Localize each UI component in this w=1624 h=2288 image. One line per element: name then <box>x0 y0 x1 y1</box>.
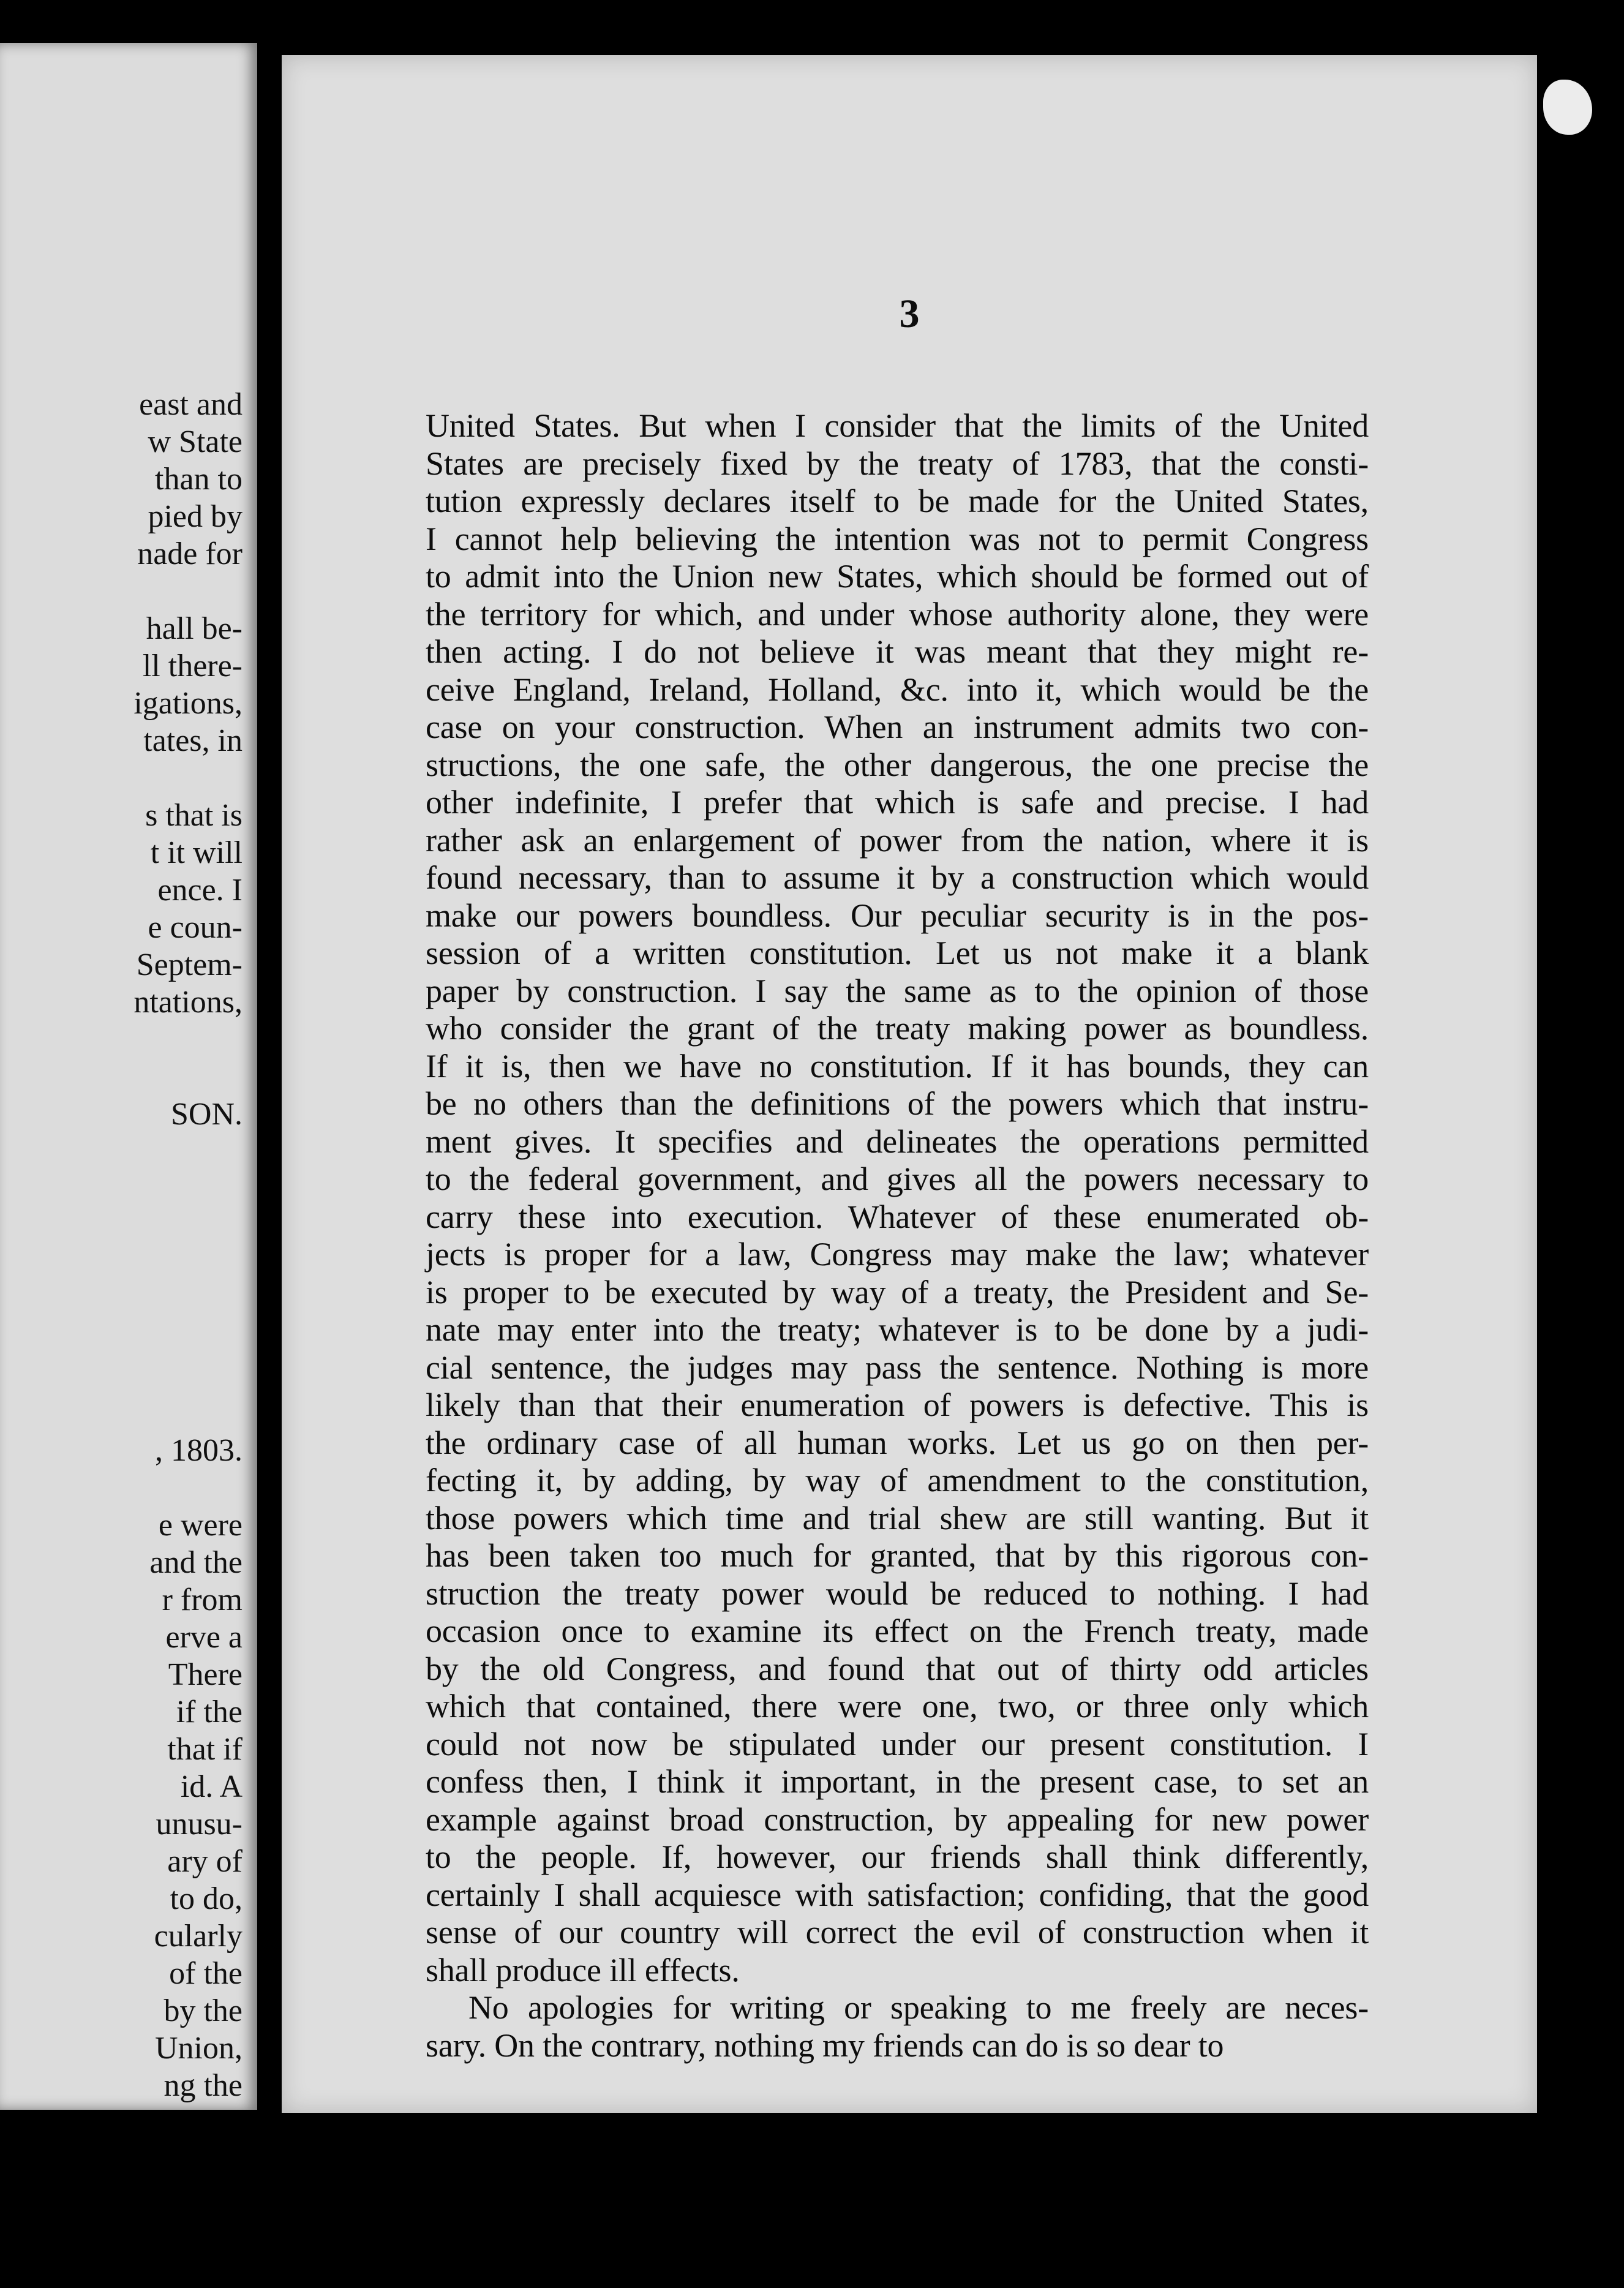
facing-page-line: ng the <box>164 2068 242 2103</box>
text-line: ment gives. It specifies and delineates the operations permitted <box>426 1123 1369 1160</box>
facing-page-line: e coun- <box>148 910 242 945</box>
facing-page-line: tates, in <box>143 723 242 758</box>
text-line: those powers which time and trial shew are still wanting. But it <box>426 1499 1369 1537</box>
text-line: which that contained, there were one, two, or three only which <box>426 1688 1369 1725</box>
text-line: carry these into execution. Whatever of these enumerated ob- <box>426 1198 1369 1235</box>
facing-page-text <box>133 386 242 2104</box>
facing-page-line: that if <box>167 1732 242 1767</box>
facing-page-line: erve a <box>165 1620 242 1655</box>
facing-page-line <box>133 1170 242 1208</box>
text-line: to the federal government, and gives all the powers necessary to <box>426 1161 1369 1197</box>
facing-page-line <box>133 1133 242 1170</box>
facing-page-line: SON. <box>170 1097 242 1132</box>
text-line: case on your construction. When an instrument admits two con- <box>426 709 1369 745</box>
facing-page-line: and the <box>149 1545 242 1580</box>
facing-page-line <box>133 1245 242 1282</box>
text-line: tution expressly declares itself to be made for the United States, <box>426 483 1369 519</box>
facing-page-line: than to <box>155 462 242 497</box>
text-line: session of a written constitution. Let us not make it a blank <box>426 935 1369 971</box>
facing-page-line: unusu- <box>156 1807 242 1842</box>
facing-page-line <box>133 1469 242 1507</box>
text-line: by the old Congress, and found that out of thirty odd articles <box>426 1650 1369 1687</box>
facing-page-line: nade for <box>137 536 242 571</box>
text-line: then acting. I do not believe it was meant that they might re- <box>426 633 1369 670</box>
facing-page-line: w State <box>148 424 242 459</box>
facing-page-line: east and <box>139 387 242 422</box>
facing-page-line <box>133 1021 242 1058</box>
page-number: 3 <box>899 292 920 336</box>
letter-body <box>426 407 1369 2064</box>
text-line: other indefinite, I prefer that which is safe and precise. I had <box>426 784 1369 821</box>
document-page <box>282 55 1537 2113</box>
text-line: found necessary, than to assume it by a construction which would <box>426 859 1369 896</box>
facing-page-line: hall be- <box>146 611 242 646</box>
text-line: to admit into the Union new States, which should be formed out of <box>426 558 1369 595</box>
facing-page-line: t it will <box>150 835 242 870</box>
text-line: No apologies for writing or speaking to me freely are neces- <box>468 1989 1369 2026</box>
text-line: nate may enter into the treaty; whatever is to be done by a judi- <box>426 1311 1369 1348</box>
facing-page-line <box>133 1394 242 1432</box>
text-line: jects is proper for a law, Congress may make the law; whatever <box>426 1236 1369 1273</box>
text-line: If it is, then we have no constitution. If it has bounds, they can <box>426 1047 1369 1085</box>
text-line: paper by construction. I say the same as to the opinion of those <box>426 972 1369 1009</box>
text-line: make our powers boundless. Our peculiar security is in the pos- <box>426 897 1369 934</box>
facing-page-line <box>133 1320 242 1357</box>
text-line: States are precisely fixed by the treaty of 1783, that the consti- <box>426 445 1369 482</box>
text-line: I cannot help believing the intention was not to permit Congress <box>426 520 1369 557</box>
facing-page-line <box>133 1058 242 1096</box>
facing-page-line <box>133 1208 242 1245</box>
facing-page-line: There <box>168 1657 242 1692</box>
facing-page-line: r from <box>162 1582 242 1617</box>
facing-page-line <box>133 1282 242 1320</box>
text-line: certainly I shall acquiesce with satisfaction; confiding, that the good <box>426 1876 1369 1913</box>
text-line: likely than that their enumeration of powers is defective. This is <box>426 1387 1369 1423</box>
text-line: ceive England, Ireland, Holland, &c. into it, which would be the <box>426 671 1369 708</box>
text-line: the territory for which, and under whose authority alone, they were <box>426 595 1369 633</box>
text-line: could not now be stipulated under our present constitution. I <box>426 1725 1369 1763</box>
facing-page-line <box>133 1357 242 1394</box>
facing-page-line: Union, <box>155 2031 242 2066</box>
facing-page-line: , 1803. <box>155 1433 242 1468</box>
facing-page-line: ll there- <box>142 649 242 683</box>
text-line: sary. On the contrary, nothing my friends can do is so dear to <box>426 2026 1224 2064</box>
facing-page-line: ary of <box>167 1844 242 1879</box>
facing-page-line: by the <box>164 1993 242 2028</box>
facing-page-line: id. A <box>180 1769 242 1804</box>
text-line: who consider the grant of the treaty making power as boundless. <box>426 1010 1369 1047</box>
text-line: fecting it, by adding, by way of amendment to the constitution, <box>426 1462 1369 1499</box>
facing-page-line: pied by <box>148 499 242 534</box>
text-line: cial sentence, the judges may pass the sentence. Nothing is more <box>426 1349 1369 1386</box>
facing-page-fragment <box>0 43 257 2110</box>
text-line: rather ask an enlargement of power from the nation, where it is <box>426 821 1369 859</box>
text-line: is proper to be executed by way of a treaty, the President and Se- <box>426 1273 1369 1311</box>
text-line: structions, the one safe, the other dangerous, the one precise the <box>426 746 1369 783</box>
facing-page-line: to do, <box>170 1881 242 1916</box>
facing-page-line: Septem- <box>136 947 242 982</box>
facing-page-line <box>133 759 242 797</box>
facing-page-line: s that is <box>145 798 242 833</box>
text-line: confess then, I think it important, in the present case, to set an <box>426 1763 1369 1800</box>
facing-page-line: e were <box>158 1508 242 1543</box>
paper-damage <box>1543 80 1592 135</box>
text-line: shall produce ill effects. <box>426 1951 740 1989</box>
facing-page-line: igations, <box>133 686 242 721</box>
text-line: to the people. If, however, our friends shall think differently, <box>426 1838 1369 1875</box>
text-line: has been taken too much for granted, that by this rigorous con- <box>426 1537 1369 1574</box>
text-line: occasion once to examine its effect on the French treaty, made <box>426 1613 1369 1649</box>
text-line: the ordinary case of all human works. Let us go on then per- <box>426 1424 1369 1461</box>
facing-page-line <box>133 573 242 610</box>
text-line: example against broad construction, by appealing for new power <box>426 1801 1369 1838</box>
text-line: United States. But when I consider that the limits of the United <box>426 407 1369 444</box>
text-line: be no others than the definitions of the powers which that instru- <box>426 1085 1369 1122</box>
facing-page-line: ence. I <box>157 873 242 908</box>
facing-page-line: ntations, <box>133 985 242 1020</box>
facing-page-line: if the <box>176 1695 242 1729</box>
text-line: sense of our country will correct the evil of construction when it <box>426 1914 1369 1951</box>
text-line: struction the treaty power would be reduced to nothing. I had <box>426 1575 1369 1612</box>
facing-page-line: of the <box>169 1956 242 1991</box>
facing-page-line: cularly <box>154 1919 242 1954</box>
